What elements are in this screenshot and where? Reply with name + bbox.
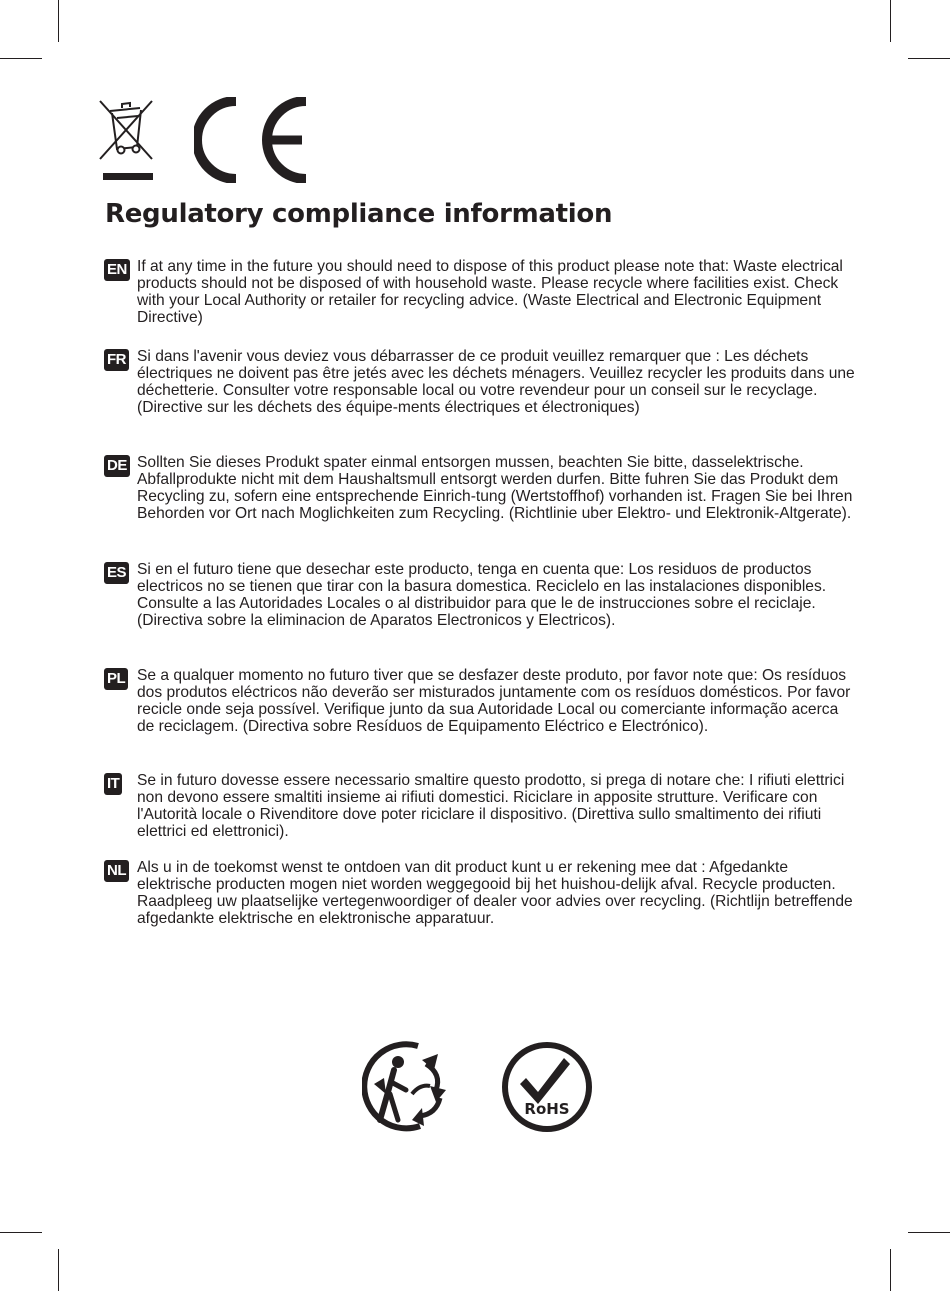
language-badge-nl: NL bbox=[104, 860, 129, 882]
page-title: Regulatory compliance information bbox=[105, 199, 613, 229]
section-es bbox=[104, 561, 856, 629]
language-badge-it: IT bbox=[104, 773, 122, 795]
language-badge-fr: FR bbox=[104, 349, 129, 371]
section-fr bbox=[104, 348, 856, 416]
crossed-out-wheelie-bin-icon bbox=[96, 97, 158, 183]
section-de bbox=[104, 454, 856, 522]
section-text-fr: Si dans l'avenir vous deviez vous débarrasser de ce produit veuillez remarquer que : Les déchets électriques ne doivent pas être jetés avec les déchets ménagers. Veuillez recycler les produits dans une déchetterie. Consulter votre responsable local ou votre revendeur pour un conseil sur le recyclage. (Directive sur les déchets des équipe-ments électriques et électroniques) bbox=[137, 348, 855, 416]
section-it bbox=[104, 772, 856, 840]
section-text-en: If at any time in the future you should need to dispose of this product please note that: Waste electrical products should not be disposed of with household waste. Please recycle where facilities exist. Check with your Local Authority or retailer for recycling advice. (Waste Electrical and Electronic Equipment Directive) bbox=[137, 258, 843, 326]
section-text-nl: Als u in de toekomst wenst te ontdoen van dit product kunt u er rekening mee dat : Afgedankte elektrische producten mogen niet worden weggegooid bij het huishou-delijk afval. Recycle producten. Raadpleeg uw plaatselijke vertegenwoordiger of dealer voor advies over recycling. (Richtlijn betreffende afgedankte elektrische en elektronische apparatuur. bbox=[137, 859, 853, 927]
crop-mark-top-right bbox=[890, 0, 891, 42]
language-badge-pl: PL bbox=[104, 668, 128, 690]
section-en bbox=[104, 258, 856, 326]
section-text-it: Se in futuro dovesse essere necessario smaltire questo prodotto, si prega di notare che: I rifiuti elettrici non devono essere smaltiti insieme ai rifiuti domestici. Riciclare in apposite strutture. Verificare con l'Autorità locale o Rivenditore dove poter riciclare il dispositivo. (Direttiva sullo smaltimento dei rifiuti elettrici ed elettronici). bbox=[137, 772, 845, 840]
rohs-label: RoHS bbox=[524, 1100, 570, 1118]
section-nl bbox=[104, 859, 856, 927]
language-badge-de: DE bbox=[104, 455, 130, 477]
section-text-es: Si en el futuro tiene que desechar este producto, tenga en cuenta que: Los residuos de productos electricos no se tienen que tirar con la basura domestica. Reciclelo en las instalaciones disponibles. Consulte a las Autoridades Locales o al distribuidor para que le de instrucciones sobre el reciclaje. (Directiva sobre la eliminacion de Aparatos Electronicos y Electricos). bbox=[137, 561, 827, 629]
rohs-checkmark-icon bbox=[500, 1040, 594, 1134]
crop-mark-bottom-right bbox=[908, 1232, 950, 1233]
crop-mark-bottom-right bbox=[890, 1249, 891, 1291]
section-text-pl: Se a qualquer momento no futuro tiver que se desfazer deste produto, por favor note que: Os resíduos dos produtos eléctricos não deverão ser misturados juntamente com os resíduos domésticos. Por favor recicle onde seja possível. Verifique junto da sua Autoridade Local ou comerciante informação acerca de reciclagem. (Directiva sobre Resíduos de Equipamento Eléctrico e Electrónico). bbox=[137, 667, 851, 735]
crop-mark-bottom-left bbox=[0, 1232, 42, 1233]
section-text-de: Sollten Sie dieses Produkt spater einmal entsorgen mussen, beachten Sie bitte, dasselektrische. Abfallprodukte nicht mit dem Haushaltsmull entsorgt werden durfen. Bitte fuhren Sie das Produkt dem Recycling zu, sofern eine entsprechende Einrich-tung (Wertstoffhof) vorhanden ist. Fragen Sie bei Ihren Behorden vor Ort nach Moglichkeiten zum Recycling. (Richtlinie uber Elektro- und Elektronik-Altgerate). bbox=[137, 454, 853, 522]
ce-mark-icon bbox=[194, 97, 318, 183]
language-badge-en: EN bbox=[104, 259, 130, 281]
crop-mark-bottom-left bbox=[58, 1249, 59, 1291]
section-pl bbox=[104, 667, 856, 735]
language-badge-es: ES bbox=[104, 562, 129, 584]
crop-mark-top-left bbox=[0, 58, 42, 59]
crop-mark-top-right bbox=[908, 58, 950, 59]
triman-recycling-icon bbox=[362, 1040, 458, 1132]
crop-mark-top-left bbox=[58, 0, 59, 42]
